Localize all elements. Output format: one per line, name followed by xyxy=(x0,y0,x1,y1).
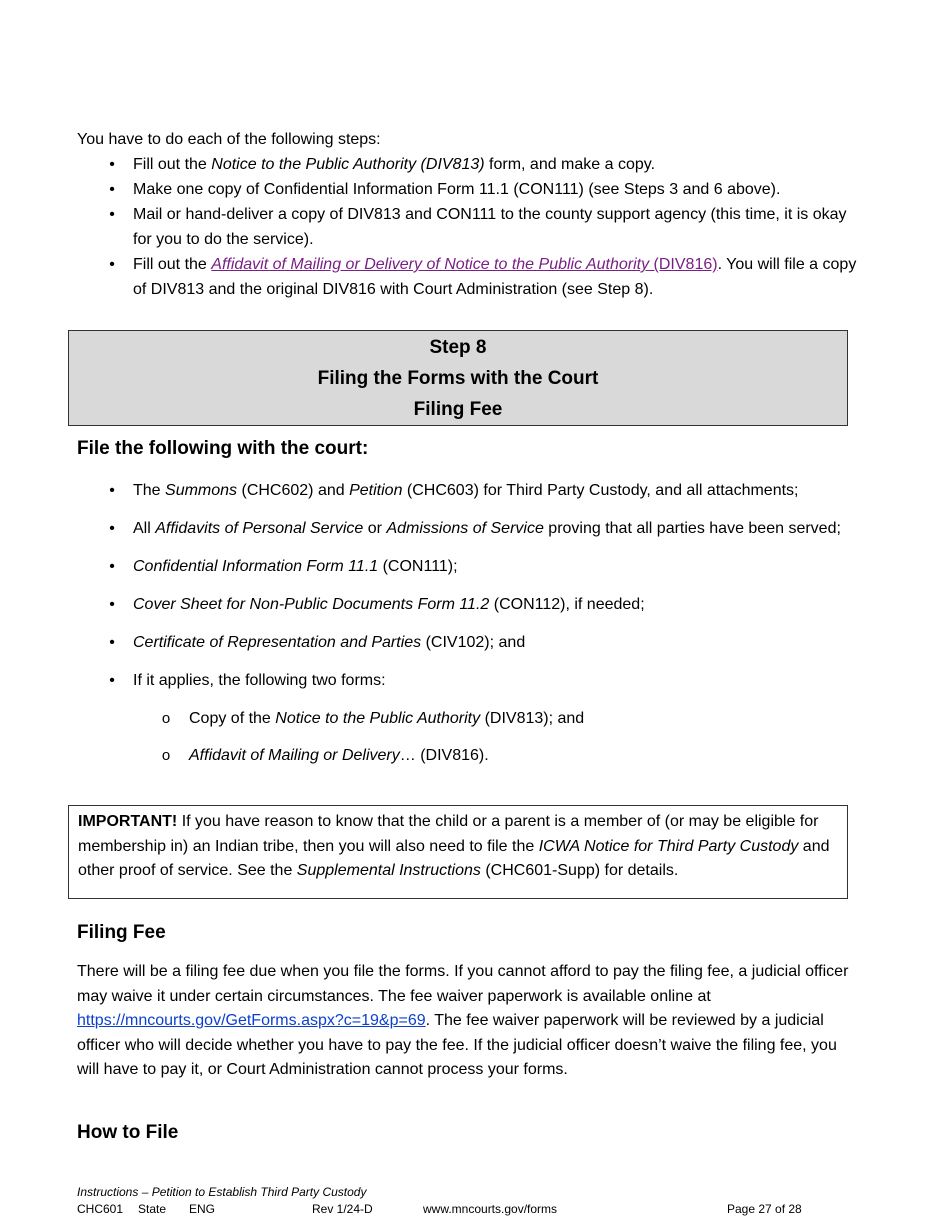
step-subtitle: Filing Fee xyxy=(413,398,503,420)
bullet-icon: • xyxy=(109,256,115,273)
intro-lead: You have to do each of the following steps: xyxy=(77,131,381,148)
list-item: • The Summons (CHC602) and Petition (CHC603) for Third Party Custody, and all attachments; xyxy=(77,478,857,503)
circle-bullet-icon: o xyxy=(161,747,171,764)
bullet-icon: • xyxy=(109,634,115,651)
step-number: Step 8 xyxy=(429,336,487,358)
page-footer xyxy=(77,1184,817,1218)
footer-revision: Rev 1/24-D xyxy=(312,1202,373,1216)
footer-doc-title: Instructions – Petition to Establish Third Party Custody xyxy=(77,1185,367,1199)
steps-list xyxy=(77,152,857,302)
list-item: • Mail or hand-deliver a copy of DIV813 and CON111 to the county support agency (this time, it is okay for you to do the service). xyxy=(77,202,857,252)
footer-language: ENG xyxy=(189,1202,216,1216)
fee-waiver-link[interactable]: https://mncourts.gov/GetForms.aspx?c=19&p=69 xyxy=(77,1012,426,1030)
footer-page-number: Page 27 of 28 xyxy=(727,1202,802,1216)
list-item: • All Affidavits of Personal Service or Admissions of Service proving that all parties have been served; xyxy=(77,516,857,541)
how-to-file-heading: How to File xyxy=(77,1122,179,1143)
list-item: • Fill out the Affidavit of Mailing or Delivery of Notice to the Public Authority (DIV816). You will file a copy of DIV813 and the original DIV816 with Court Administration (see Step 8). xyxy=(77,252,857,302)
list-item: • Certificate of Representation and Parties (CIV102); and xyxy=(77,630,857,655)
step-title: Filing the Forms with the Court xyxy=(317,367,599,389)
file-list xyxy=(77,478,857,780)
step-8-header xyxy=(68,330,848,426)
circle-bullet-icon: o xyxy=(161,710,171,727)
sub-list-item: o Affidavit of Mailing or Delivery… (DIV816). xyxy=(77,743,857,768)
affidavit-div816-link[interactable]: Affidavit of Mailing or Delivery of Notice to the Public Authority (DIV816) xyxy=(211,256,718,273)
bullet-icon: • xyxy=(109,596,115,613)
bullet-icon: • xyxy=(109,482,115,499)
important-notice: IMPORTANT! If you have reason to know that the child or a parent is a member of (or may be eligible for membership in) an Indian tribe, then you will also need to file the ICWA Notice for Third Party Custody and other proof of service. See the Supplemental Instructions (CHC601-Supp) for details. xyxy=(68,805,848,899)
bullet-icon: • xyxy=(109,206,115,223)
file-with-court-heading: File the following with the court: xyxy=(77,438,369,459)
list-item: • Fill out the Notice to the Public Authority (DIV813) form, and make a copy. xyxy=(77,152,857,177)
bullet-icon: • xyxy=(109,181,115,198)
filing-fee-heading: Filing Fee xyxy=(77,922,166,943)
bullet-icon: • xyxy=(109,520,115,537)
list-item: • If it applies, the following two forms: xyxy=(77,668,857,693)
list-item: • Make one copy of Confidential Information Form 11.1 (CON111) (see Steps 3 and 6 above). xyxy=(77,177,857,202)
footer-website: www.mncourts.gov/forms xyxy=(423,1202,558,1216)
footer-form-id: CHC601 xyxy=(77,1202,124,1216)
important-label: IMPORTANT! xyxy=(78,813,178,830)
intro-section xyxy=(77,127,857,302)
bullet-icon: • xyxy=(109,558,115,575)
filing-fee-paragraph: There will be a filing fee due when you file the forms. If you cannot afford to pay the filing fee, a judicial officer may waive it under certain circumstances. The fee waiver paperwork is available online at https://mncourts.gov/GetForms.aspx?c=19&p=69. The fee waiver paperwork will be reviewed by a judicial officer who will decide whether you have to pay the fee. If the judicial officer doesn’t waive the filing fee, you will have to pay it, or Court Administration cannot process your forms. xyxy=(77,963,849,1079)
sub-list-item: o Copy of the Notice to the Public Authority (DIV813); and xyxy=(77,706,857,731)
bullet-icon: • xyxy=(109,156,115,173)
footer-jurisdiction: State xyxy=(138,1202,167,1216)
bullet-icon: • xyxy=(109,672,115,689)
list-item: • Confidential Information Form 11.1 (CON111); xyxy=(77,554,857,579)
list-item: • Cover Sheet for Non-Public Documents Form 11.2 (CON112), if needed; xyxy=(77,592,857,617)
